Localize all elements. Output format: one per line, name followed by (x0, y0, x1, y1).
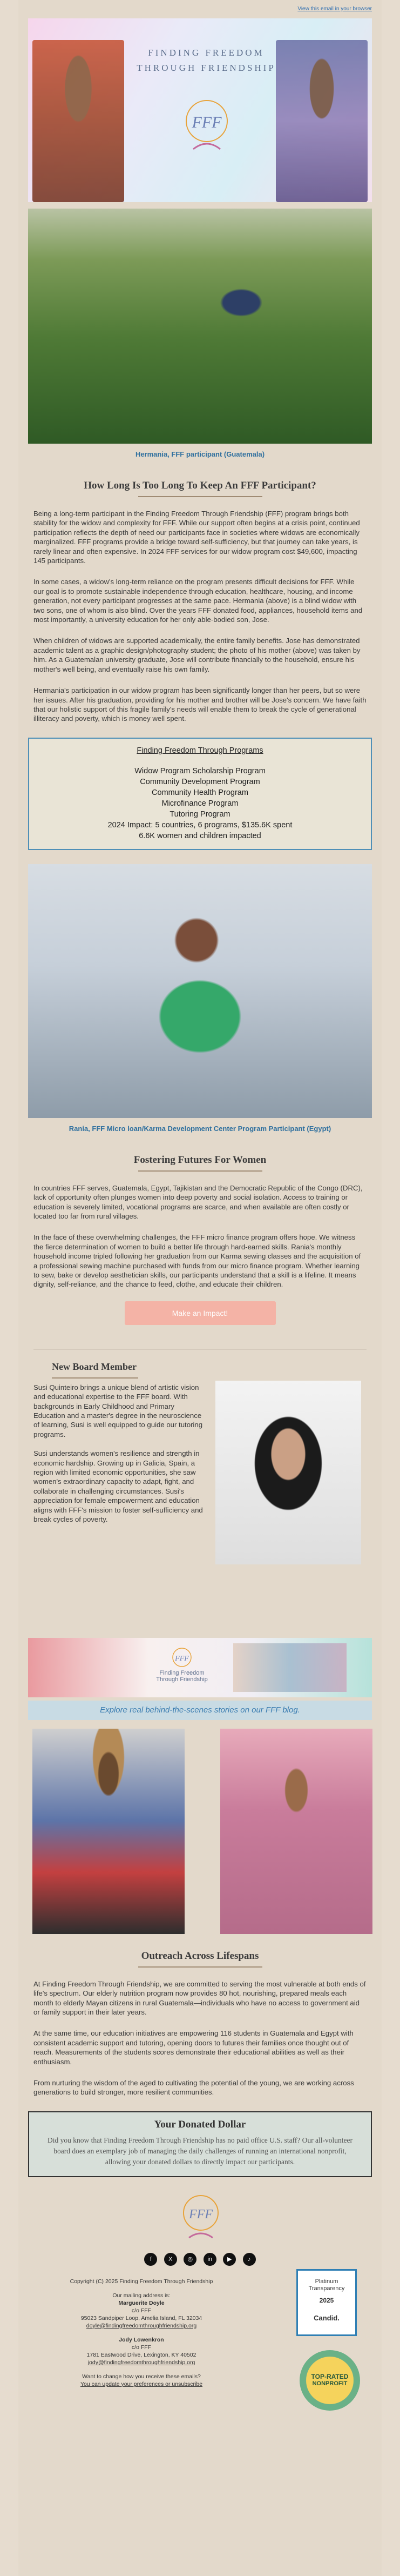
paragraph: Susi understands women's resilience and strength in economic hardship. Growing up in Galicia, Spain, a region with limited economic opportunities, she saw women's extraordinary capacity to adapt, fight, and collaborate in challenging circumstances. Susi's appreciation for female empowerment and education aligns with FFF's mission to foster self-sufficiency and break cycles of poverty. (33, 1449, 203, 1524)
programs-row: Community Health Program (152, 788, 248, 797)
paragraph: In some cases, a widow's long-term reliance on the program presents difficult decisions for FFF. While our goal is to promote sustainable independence through education, healthcare, housing, and income generation, not every participant progresses at the same pace. Hermania (above) is a blind widow with two sons, one of whom is also blind. Over the years FFF donated food, appliances, household items and most importantly, a university education for her only able-bodied son, Jose. (33, 578, 363, 624)
fff-logo-icon (179, 2193, 222, 2242)
student-girl-photo (220, 1729, 372, 1934)
top-bar (18, 0, 382, 18)
board-title: New Board Member (52, 1361, 137, 1372)
contact-name-1: Marguerite Doyle (118, 2299, 165, 2306)
badge-text: Candid. (314, 2313, 340, 2322)
programs-row: Widow Program Scholarship Program (134, 766, 266, 775)
banner-logo (152, 1647, 212, 1683)
photo-caption-hermania: Hermania, FFF participant (Guatemala) (135, 450, 265, 458)
programs-row: Tutoring Program (170, 809, 230, 819)
contact-name-2: Jody Lowenkron (119, 2336, 164, 2343)
rania-photo (28, 864, 372, 1118)
donated-title: Your Donated Dollar (154, 2118, 246, 2130)
linkedin-icon[interactable]: in (204, 2253, 216, 2266)
contact-address-1: 95023 Sandpiper Loop, Amelia Island, FL 32034 (80, 2314, 202, 2321)
hero-title-line2: THROUGH FRIENDSHIP (137, 63, 276, 73)
svg-text:FFF: FFF (189, 2207, 213, 2222)
hero-photo-woman-child (276, 40, 368, 202)
address-label: Our mailing address is: (112, 2292, 171, 2299)
badge-text: NONPROFIT (312, 2380, 348, 2387)
x-icon[interactable]: X (164, 2253, 177, 2266)
social-links (28, 2253, 372, 2266)
programs-row: Microfinance Program (161, 799, 239, 808)
donated-dollar-box (28, 2111, 372, 2177)
donated-body: Did you know that Finding Freedom Through Friendship has no paid office U.S. staff? Our all-volunteer board does an exemplary job of managing the daily challenges of running an international nonprofit, allowing your donated dollars to directly impact our participants. (47, 2136, 353, 2166)
paragraph: At Finding Freedom Through Friendship, we are committed to serving the most vulnerable at both ends of life's spectrum. Our elderly nutrition program now provides 80 hot, nourishing, prepared meals each month to elderly Mayan citizens in rural Guatemala—individuals who have no access to government aid or family support in their later years. (33, 1979, 366, 2016)
section-title-outreach: Outreach Across Lifespans (141, 1950, 259, 1962)
hero-title-line1: FINDING FREEDOM (148, 48, 265, 58)
paragraph: When children of widows are supported academically, the entire family benefits. Jose has demonstrated academic talent as a graphic design/photography student; the photo of his mother (above) was taken by him. As a Guatemalan university graduate, Jose will contribute financially to the household, ensure his mother's well being, and eventually raise his own family. (33, 637, 361, 673)
transparency-badge[interactable] (296, 2269, 357, 2336)
programs-impact: 2024 Impact: 5 countries, 6 programs, $135.6K spent (107, 820, 293, 829)
badge-text: 2025 (319, 2296, 334, 2304)
paragraph: Susi Quinteiro brings a unique blend of artistic vision and educational expertise to the FFF board. With backgrounds in Early Childhood and Primary Education and a master's degree in the neuroscience of learning, Susi is well equipped to guide our tutoring programs. (33, 1383, 203, 1438)
paragraph: From nurturing the wisdom of the aged to cultivating the potential of the young, we are working across generations to build stronger, more resilient communities. (33, 2079, 354, 2097)
hero-title (136, 45, 276, 76)
contact-email-1[interactable]: doyle@findingfreedomthroughfriendship.org (86, 2322, 197, 2329)
badge-text: Platinum (315, 2278, 338, 2285)
facebook-icon[interactable]: f (144, 2253, 157, 2266)
elderly-man-photo (32, 1729, 185, 1934)
outreach-photos (28, 1729, 372, 1945)
programs-box (28, 738, 372, 850)
contact-email-2[interactable]: jody@findingfreedomthroughfriendship.org (87, 2359, 195, 2366)
paragraph: In countries FFF serves, Guatemala, Egypt, Tajikistan and the Democratic Republic of the Congo (DRC), lack of opportunity often plunges women into deep poverty and social isolation. Access to training or education is severely limited, vocational programs are scarce, and when available are often costly or located too far from rural villages. (33, 1183, 363, 1220)
contact-org-1: c/o FFF (131, 2307, 152, 2314)
board-section (28, 1349, 372, 1630)
hero-photo-mother-child (32, 40, 124, 202)
section-divider (138, 1170, 262, 1172)
footer (28, 2177, 372, 2431)
badge-text: Transparency (308, 2285, 345, 2292)
email-body (18, 0, 382, 2576)
programs-row: Community Development Program (140, 777, 260, 786)
view-in-browser-link[interactable]: View this email in your browser (297, 6, 372, 12)
make-impact-button[interactable]: Make an Impact! (125, 1301, 276, 1325)
susi-photo (215, 1381, 361, 1564)
section-title-fostering: Fostering Futures For Women (133, 1154, 267, 1166)
svg-text:FFF: FFF (175, 1654, 189, 1663)
hero-banner (28, 18, 372, 202)
contact-address-2: 1781 Eastwood Drive, Lexington, KY 40502 (86, 2351, 196, 2358)
paragraph: At the same time, our education initiatives are empowering 116 students in Guatemala and Egypt with consistent academic support and tutoring, opening doors to futures their families once thought out of reach. Measurements of the students scores demonstrate their educational abilities as well as their enthusiasm. (33, 2029, 354, 2066)
paragraph: In the face of these overwhelming challenges, the FFF micro finance program offers hope. We witness the fierce determination of women to build a better life through hard-earned skills. Rania's monthly household income tripled following her graduation from our Karma sewing classes and the acquisition of a professional sewing machine purchased with funds from our micro finance program. Whether learning to sew, bake or develop aesthetician skills, our participants understand that a skill is a lifeline. It means dignity, self-reliance, and the chance to feed, clothe, and educate their children. (33, 1233, 361, 1289)
paragraph: Hermania's participation in our widow program has been significantly longer than her peers, but so were her issues. After his graduation, providing for his mother and brother will be Jose's concern. We have faith that our holistic support of this fragile family's needs will enable them to break the cycle of generational illiteracy and poverty, which is money well spent. (33, 686, 367, 723)
youtube-icon[interactable]: ▶ (223, 2253, 236, 2266)
fff-logo-icon (171, 1647, 193, 1668)
top-rated-badge[interactable] (300, 2350, 360, 2411)
tiktok-icon[interactable]: ♪ (243, 2253, 256, 2266)
section-divider (138, 496, 262, 497)
badge-text: TOP-RATED (311, 2372, 349, 2380)
section-title-long-term: How Long Is Too Long To Keep An FFF Participant? (84, 480, 316, 491)
blog-banner[interactable] (28, 1638, 372, 1697)
blog-link[interactable]: Explore real behind-the-scenes stories on our FFF blog. (28, 1701, 372, 1720)
photo-caption-rania: Rania, FFF Micro loan/Karma Development Center Program Participant (Egypt) (69, 1124, 331, 1133)
banner-logo-line2: Through Friendship (156, 1676, 208, 1683)
board-text (33, 1383, 205, 1524)
preferences-link[interactable]: You can update your preferences or unsubscribe (80, 2380, 203, 2387)
hermania-photo (28, 209, 372, 444)
preferences-question: Want to change how you receive these emails? (82, 2373, 201, 2380)
banner-logo-line1: Finding Freedom (159, 1669, 205, 1676)
fff-logo-icon (182, 99, 231, 153)
section-divider (138, 1966, 262, 1968)
copyright: Copyright (C) 2025 Finding Freedom Through Friendship (70, 2278, 213, 2285)
programs-impact: 6.6K women and children impacted (139, 831, 261, 840)
svg-text:FFF: FFF (192, 113, 222, 131)
section-divider (52, 1377, 138, 1379)
impact-button-wrap (18, 1301, 382, 1325)
banner-photo (233, 1643, 347, 1692)
instagram-icon[interactable]: ◎ (184, 2253, 196, 2266)
contact-org-2: c/o FFF (131, 2344, 152, 2351)
paragraph: Being a long-term participant in the Finding Freedom Through Friendship (FFF) program brings both stability for the widow and complexity for FFF. While our support often begins at a crisis point, continued participation reflects the depth of need our participants face in societies where widows are economically marginalized. FFF programs provide a bridge toward self-sufficiency, but that journey can take years, is rarely linear and often expensive. In 2024 FFF services for our widow program cost $49,600, impacting 145 participants. (33, 510, 360, 565)
programs-title-link[interactable]: Finding Freedom Through Programs (137, 746, 263, 755)
